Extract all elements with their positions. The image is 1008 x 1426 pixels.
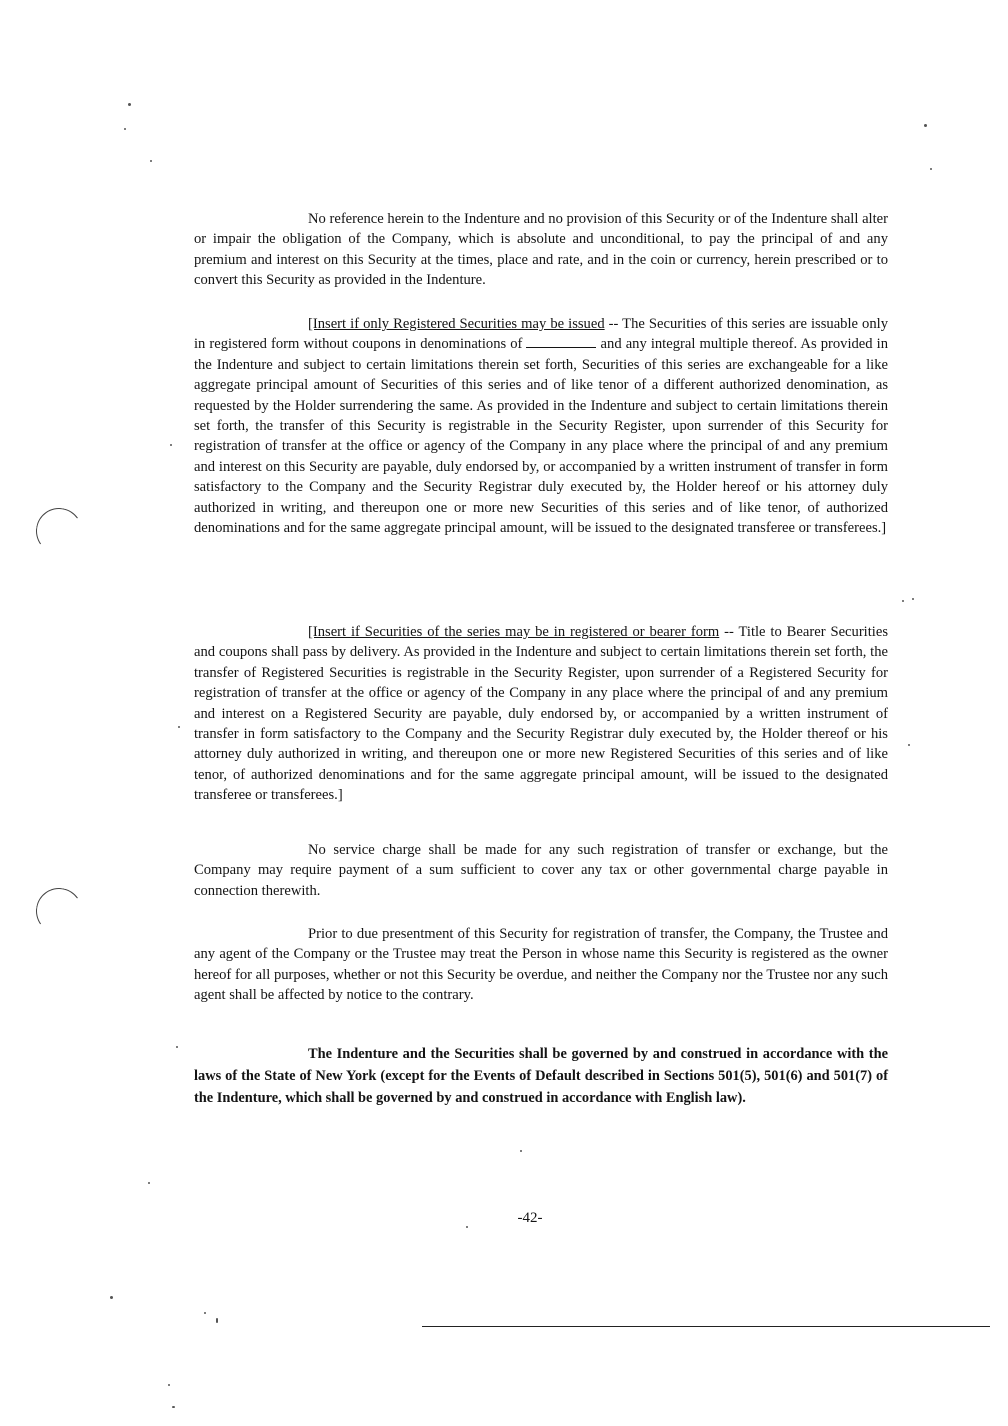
- punch-hole-arc-bottom: [32, 884, 85, 937]
- paragraph-text: No service charge shall be made for any such registration of transfer or exchange, but the Company may require payment of a sum sufficient to cover any tax or other governmental charge payable in connection therewith.: [194, 842, 888, 899]
- insert-instruction-bearer: [Insert if Securities of the series may be in registered or bearer form: [308, 624, 720, 640]
- scan-speck: [176, 1046, 178, 1048]
- paragraph-service-charge: [194, 840, 888, 901]
- paragraph-text-after-blank: and any integral multiple thereof. As provided in the Indenture and subject to certain limitations therein set forth, Securities of this series are exchangeable for a like aggregate principal amount of Securities of this series and of like tenor of a different authorized denomination, as requested by the Holder surrendering the same. As provided in the Indenture and subject to certain limitations therein set forth, the transfer of this Security is registrable in the Security Register, upon surrender of this Security for registration of transfer at the office or agency of the Company in any place where the principal of and any premium and interest on this Security are payable, duly endorsed by, or accompanied by a written instrument of transfer in form satisfactory to the Company and the Security Registrar duly executed by, the Holder hereof or his attorney duly authorized in writing, and thereupon one or more new Securities of this series and of like tenor, of authorized denominations and for the same aggregate principal amount, will be issued to the designated transferee or transferees.]: [194, 336, 888, 537]
- scan-speck: [216, 1318, 218, 1323]
- punch-hole-arc-top: [32, 504, 85, 557]
- paragraph-text-before-blank: -- The Securities of this series are issuable only in registered form without coupons in denominations of: [194, 316, 888, 353]
- page-number: -42-: [517, 1210, 543, 1226]
- scan-speck: [912, 598, 914, 600]
- scan-speck: [150, 160, 152, 162]
- paragraph-registered-securities: [194, 314, 888, 538]
- paragraph-registered-or-bearer: [194, 622, 888, 806]
- paragraph-text: [194, 314, 888, 538]
- paragraph-text: Prior to due presentment of this Security for registration of transfer, the Company, the Trustee and any agent of the Company or the Trustee may treat the Person in whose name this Security is registered as the owner hereof for all purposes, whether or not this Security be overdue, and neither the Company nor the Trustee nor any such agent shall be affected by notice to the contrary.: [194, 926, 888, 1004]
- scan-speck: [520, 1150, 522, 1152]
- scan-speck: [170, 444, 172, 446]
- paragraph-body: -- Title to Bearer Securities and coupons shall pass by delivery. As provided in the Indenture and subject to certain limitations therein set forth, the transfer of Registered Securities is registrable in the Security Register, upon surrender of a Registered Security for registration of transfer at the office or agency of the Company in any place where the principal of and any premium and interest on a Registered Security are payable, duly endorsed by, or accompanied by a written instrument of transfer in form satisfactory to the Company and the Security Registrar duly executed by, the Holder thereof or his attorney duly authorized in writing, and thereupon one or more new Registered Securities of this series and of like tenor, of authorized denominations and for the same aggregate principal amount, will be issued to the designated transferee or transferees.]: [194, 624, 888, 804]
- insert-instruction-registered: [Insert if only Registered Securities may be issued: [308, 316, 605, 332]
- scan-speck: [204, 1312, 206, 1314]
- paragraph-text: [194, 622, 888, 806]
- paragraph-text: The Indenture and the Securities shall be governed by and construed in accordance with the laws of the State of New York (except for the Events of Default described in Sections 501(5), 501(6) and 501(7) of the Indenture, which shall be governed by and construed in accordance with English law).: [194, 1046, 888, 1106]
- footer-rule: [422, 1326, 990, 1327]
- scan-speck: [110, 1296, 113, 1299]
- scan-speck: [930, 168, 932, 170]
- scan-speck: [902, 600, 904, 602]
- scan-speck: [924, 124, 927, 127]
- scan-speck: [168, 1384, 170, 1386]
- scan-speck: [148, 1182, 150, 1184]
- denomination-blank: [526, 335, 596, 348]
- paragraph-governing-law: [194, 1043, 888, 1109]
- scan-speck: [466, 1226, 468, 1228]
- scan-speck: [124, 128, 126, 130]
- scan-speck: [172, 1406, 175, 1408]
- scan-speck: [178, 726, 180, 728]
- scan-speck: [128, 103, 131, 106]
- paragraph-text: No reference herein to the Indenture and no provision of this Security or of the Indenture shall alter or impair the obligation of the Company, which is absolute and unconditional, to pay the principal of and any premium and interest on this Security at the times, place and rate, and in the coin or currency, herein prescribed or to convert this Security as provided in the Indenture.: [194, 211, 888, 289]
- paragraph-indenture-reference: [194, 209, 888, 291]
- scan-speck: [908, 744, 910, 746]
- paragraph-presentment: [194, 924, 888, 1006]
